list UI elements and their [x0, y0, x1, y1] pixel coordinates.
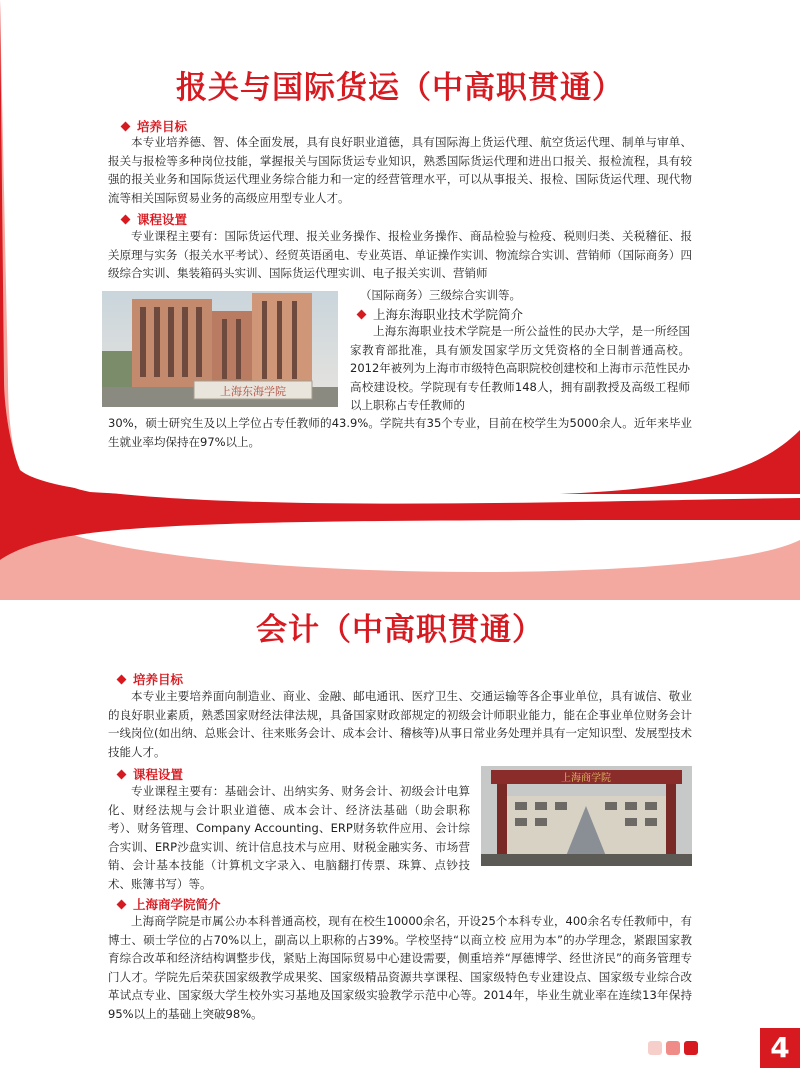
- section1-goal-text: 本专业培养德、智、体全面发展，具有良好职业道德，具有国际海上货运代理、航空货运代理、制单与审单、报关与报检等多种岗位技能，掌握报关与国际货运专业知识，熟悉国际货运代理和进出口报关、报检流程，具有较强的报关业务和国际货运代理业务综合能力和一定的经营管理水平，可以从事报关、报检、国际货运代理、现代物流等相关国际贸易业务的高级应用型专业人才。: [108, 135, 692, 205]
- section1-school-heading: [358, 305, 523, 323]
- diamond-bullet-icon: [117, 900, 127, 910]
- diamond-bullet-icon: [117, 675, 127, 685]
- diamond-bullet-icon: [357, 310, 367, 320]
- section2-title: 会计（中高职贯通）: [256, 612, 544, 648]
- section2-school-text: 上海商学院是市属公办本科普通高校，现有在校生10000余名，开设25个本科专业，400余名专任教师中，有博士、硕士学位的占70%以上，副高以上职称的占39%。学校坚持“以商立校 应用为本”的办学理念，紧跟国家教育综合改革和经济结构调整步伐，紧贴上海国际贸易中心建设需要，侧重培养“厚德博学、经世济民”的商务管理专门人才。学院先后荣获国家级教学成果奖、国家级精品资源共享课程、国家级特色专业建设点、国家级专业综合改革试点专业、国家级大学生校外实习基地及国家级实验教学示范中心等。2014年，毕业生就业率在连续13年保持95%以上的基础上突破98%。: [108, 914, 692, 1021]
- section1-course-heading-text: 课程设置: [137, 212, 188, 227]
- section1-school-text: 上海东海职业技术学院是一所公益性的民办大学，是一所经国家教育部批准，具有颁发国家学历文凭资格的全日制普通高校。2012年被列为上海市市级特色高职院校创建校和上海市示范性民办高校建设校。学院现有专任教师148人，拥有副教授及高级工程师以上职称占专任教师的: [350, 324, 690, 412]
- page-number: 4: [760, 1028, 800, 1068]
- section2-course-text: 专业课程主要有：基础会计、出纳实务、财务会计、初级会计电算化、财经法规与会计职业道德、成本会计、经济法基础（助会职称考）、财务管理、Company Accounting、ERP财务软件应用、会计综合实训、ERP沙盘实训、统计信息技术与应用、财税金融实务、市场营销、会计基本技能（计算机文字录入、电脑翻打传票、珠算、点钞技术、账簿书写）等。: [108, 784, 470, 891]
- section1-school-heading-text: 上海东海职业技术学院简介: [373, 307, 524, 322]
- section2-school-heading-text: 上海商学院简介: [133, 897, 221, 912]
- photo-sign-text: 上海东海学院: [220, 385, 286, 398]
- diamond-bullet-icon: [121, 122, 131, 132]
- campus-photo-donghai: [102, 291, 338, 407]
- footer-dot-light: [648, 1041, 662, 1055]
- photo-sign-text: 上海商学院: [561, 773, 611, 784]
- section1-title: 报关与国际货运（中高职贯通）: [176, 70, 624, 106]
- section1-goal-heading-text: 培养目标: [137, 119, 188, 134]
- diamond-bullet-icon: [121, 215, 131, 225]
- footer-dot-dark: [684, 1041, 698, 1055]
- section2-course-heading-text: 课程设置: [133, 767, 184, 782]
- section1-course-text: 专业课程主要有：国际货运代理、报关业务操作、报检业务操作、商品检验与检疫、税则归类、关税稽征、报关原理与实务（报关水平考试）、经贸英语函电、专业英语、单证操作实训、物流综合实训、营销师（国际商务）四级综合实训、集装箱码头实训、国际货运代理实训、电子报关实训、营销师: [108, 229, 692, 280]
- section2-school-heading: [118, 895, 221, 913]
- section1-school-text-tail: 30%，硕士研究生及以上学位占专任教师的43.9%。学院共有35个专业，目前在校学生为5000余人。近年来毕业生就业率均保持在97%以上。: [108, 416, 692, 449]
- section2-course-heading: [118, 765, 183, 783]
- section1-course-text-tail: （国际商务）三级综合实训等。: [360, 288, 521, 302]
- section2-goal-heading: [118, 670, 183, 688]
- footer-dot-mid: [666, 1041, 680, 1055]
- diamond-bullet-icon: [117, 770, 127, 780]
- campus-photo-shanghai-business: [481, 766, 692, 866]
- section1-course-heading: [122, 210, 187, 228]
- section2-goal-text: 本专业主要培养面向制造业、商业、金融、邮电通讯、医疗卫生、交通运输等各企事业单位，具有诚信、敬业的良好职业素质，熟悉国家财经法律法规，具备国家财政部规定的初级会计师职业能力，能在企事业单位财务会计一线岗位(如出纳、总账会计、往来账务会计、成本会计、稽核等)从事日常业务处理并具有一定知识型、发展型技术技能人才。: [108, 689, 692, 759]
- section2-goal-heading-text: 培养目标: [133, 672, 184, 687]
